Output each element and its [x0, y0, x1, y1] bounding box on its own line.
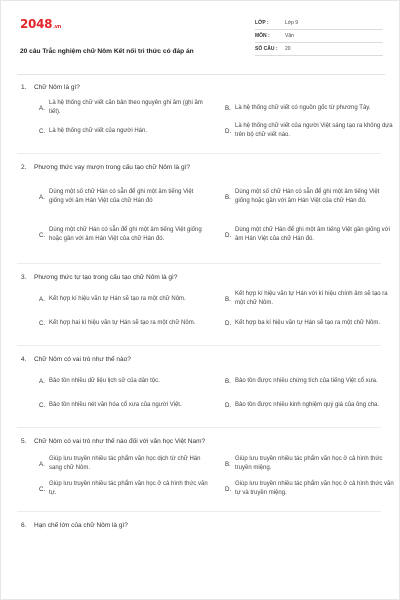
- option-b[interactable]: [225, 178, 395, 216]
- question-text: [21, 273, 381, 282]
- option-letter: A.: [39, 104, 45, 112]
- logo-text: 2048: [20, 17, 53, 31]
- question-6: [21, 521, 381, 530]
- option-letter: A.: [39, 377, 45, 385]
- meta-key: LỚP :: [255, 20, 269, 26]
- document-title: 20 câu Trắc nghiệm chữ Nôm Kết nối tri thức có đáp án: [20, 48, 194, 55]
- option-d[interactable]: [225, 216, 395, 254]
- meta-row-subject: [255, 30, 383, 43]
- option-letter: B.: [225, 193, 231, 201]
- question-text: [21, 437, 381, 446]
- question-text: [21, 163, 381, 172]
- option-text: Dùng một chữ Hán có sẵn để ghi một âm tiếng Việt giống hoặc gần với âm Hán Việt của chữ Hán đó.: [49, 227, 202, 242]
- meta-key: MÔN :: [255, 33, 270, 39]
- option-text: Dùng một số chữ Hán có sẵn để ghi một âm tiếng Việt giống với âm Hán Việt của chữ Hán đó: [49, 189, 194, 204]
- option-letter: B.: [225, 460, 231, 468]
- question-prompt: Phương thức tự tạo trong cấu tạo chữ Nôm là gì?: [34, 274, 178, 281]
- option-text: Giúp lưu truyền nhiều tác phẩm văn học dịch từ chữ Hán sang chữ Nôm.: [49, 456, 201, 471]
- option-letter: D.: [225, 485, 232, 493]
- question-3: [21, 273, 388, 336]
- option-text: Là hệ thống chữ viết của người Hán.: [49, 127, 148, 134]
- option-text: Dùng một số chữ Hán có sẵn để ghi một âm tiếng Việt giống hoặc gần với âm Hán Việt của chữ Hán đó.: [235, 189, 380, 204]
- option-letter: B.: [225, 295, 231, 303]
- question-prompt: Chữ Nôm có vai trò như thế nào đối với văn học Việt Nam?: [34, 438, 206, 445]
- option-text: Kết hợp kí hiệu văn tự Hán sẽ tạo ra một chữ Nôm.: [49, 295, 186, 302]
- option-a[interactable]: [39, 288, 209, 310]
- option-letter: D.: [225, 319, 232, 327]
- option-letter: D.: [225, 127, 232, 135]
- question-2: [21, 163, 390, 254]
- option-letter: C.: [39, 127, 46, 135]
- question-divider: [17, 263, 381, 264]
- question-text: [21, 355, 381, 364]
- question-prompt: Hạn chế lớn của chữ Nôm là gì?: [34, 522, 128, 529]
- options-grid: [39, 288, 388, 336]
- option-a[interactable]: [39, 178, 209, 216]
- question-prompt: Chữ Nôm là gì?: [34, 84, 80, 91]
- site-logo[interactable]: [20, 17, 61, 31]
- option-text: Là hệ thống chữ viết căn bản theo nguyên ghi âm (ghi âm tiết).: [49, 100, 203, 115]
- question-divider: [17, 427, 381, 428]
- option-d[interactable]: [225, 392, 395, 418]
- option-letter: B.: [225, 377, 231, 385]
- question-list: [21, 83, 394, 536]
- meta-row-count: [255, 43, 383, 56]
- question-prompt: Phương thức vay mượn trong cấu tạo chữ Nôm là gì?: [34, 164, 190, 171]
- meta-value: Lớp 9: [285, 20, 299, 26]
- question-number: 5.: [21, 438, 27, 445]
- option-b[interactable]: [225, 452, 395, 476]
- option-c[interactable]: [39, 476, 209, 502]
- option-a[interactable]: [39, 98, 209, 118]
- option-letter: B.: [225, 104, 231, 112]
- option-text: Dùng một chữ Hán để ghi một âm tiếng Việt gần giống với âm Hán Việt của chữ Hán đó.: [235, 227, 390, 242]
- question-number: 1.: [21, 84, 27, 91]
- question-5: [21, 437, 394, 502]
- option-text: Giúp lưu truyền nhiều tác phẩm văn học ở cả hình thức truyền miệng.: [235, 456, 383, 471]
- logo-suffix: .vn: [53, 24, 62, 30]
- option-b[interactable]: [225, 98, 395, 118]
- option-c[interactable]: [39, 392, 209, 418]
- meta-table: [255, 17, 383, 56]
- question-text: [21, 83, 381, 92]
- option-text: Bảo tồn được nhiều chứng tích của tiếng Việt cổ xưa.: [235, 377, 378, 384]
- option-text: Bảo tồn nhiều dữ liệu lịch sử của dân tộc.: [49, 377, 160, 384]
- option-text: Là hệ thống chữ viết của người Việt sáng tạo ra không dựa trên bộ chữ viết nào.: [235, 123, 393, 138]
- option-c[interactable]: [39, 118, 209, 144]
- option-c[interactable]: [39, 310, 209, 336]
- question-4: [21, 355, 381, 418]
- option-text: Kết hợp hai kí hiệu văn tự Hán sẽ tạo ra một chữ Nôm.: [49, 319, 196, 326]
- option-text: Là hệ thống chữ viết có nguồn gốc từ phương Tây.: [235, 104, 371, 111]
- option-letter: C.: [39, 485, 46, 493]
- option-b[interactable]: [225, 370, 395, 392]
- option-d[interactable]: [225, 310, 395, 336]
- question-text: [21, 521, 381, 530]
- question-number: 2.: [21, 164, 27, 171]
- question-divider: [17, 153, 381, 154]
- option-text: Giúp lưu truyền nhiều tác phẩm văn học ở cả hình thức văn tự và truyền miệng.: [235, 481, 394, 496]
- question-1: [21, 83, 393, 144]
- option-letter: C.: [39, 401, 46, 409]
- header-divider: [17, 74, 385, 75]
- question-prompt: Chữ Nôm có vai trò như thế nào?: [34, 356, 131, 363]
- option-text: Kết hợp kí hiệu văn tự Hán với kí hiệu chính âm sẽ tạo ra một chữ Nôm.: [235, 291, 388, 306]
- options-grid: [39, 370, 381, 418]
- option-letter: A.: [39, 193, 45, 201]
- option-letter: D.: [225, 231, 232, 239]
- option-text: Bảo tồn được nhiều kinh nghiệm quý giá của ông cha.: [235, 401, 380, 408]
- option-b[interactable]: [225, 288, 395, 310]
- option-letter: C.: [39, 319, 46, 327]
- question-divider: [17, 345, 381, 346]
- option-letter: C.: [39, 231, 46, 239]
- option-text: Bảo tồn nhiều nét văn hóa cổ xưa của người Việt.: [49, 401, 182, 408]
- option-d[interactable]: [225, 476, 395, 502]
- options-grid: [39, 98, 393, 144]
- option-a[interactable]: [39, 452, 209, 476]
- meta-value: Văn: [285, 33, 294, 39]
- meta-row-class: [255, 17, 383, 30]
- question-number: 4.: [21, 356, 27, 363]
- options-grid: [39, 452, 394, 502]
- options-grid: [39, 178, 390, 254]
- option-letter: A.: [39, 295, 45, 303]
- question-number: 3.: [21, 274, 27, 281]
- option-c[interactable]: [39, 216, 209, 254]
- option-letter: A.: [39, 460, 45, 468]
- option-text: Kết hợp ba kí hiệu văn tự Hán sẽ tạo ra một chữ Nôm.: [235, 319, 381, 326]
- option-d[interactable]: [225, 118, 395, 144]
- option-letter: D.: [225, 401, 232, 409]
- meta-value: 20: [285, 46, 291, 52]
- option-a[interactable]: [39, 370, 209, 392]
- question-divider: [17, 511, 381, 512]
- page-header: [17, 15, 385, 65]
- meta-key: SỐ CÂU :: [255, 46, 278, 52]
- option-text: Giúp lưu truyền nhiều tác phẩm văn học ở cả hình thức văn tự.: [49, 481, 208, 496]
- question-number: 6.: [21, 522, 27, 529]
